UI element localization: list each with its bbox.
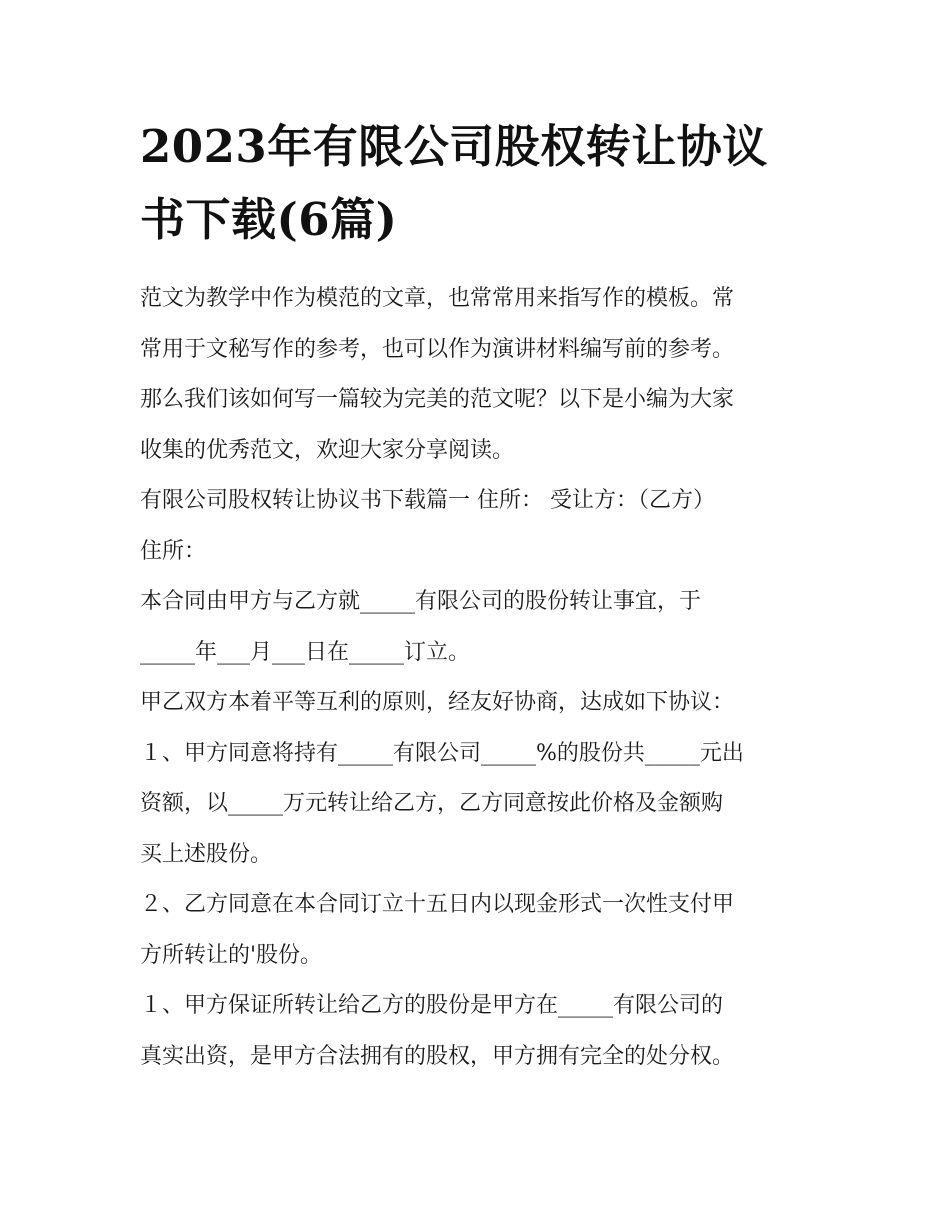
text-line: 本合同由甲方与乙方就_____有限公司的股份转让事宜，于: [140, 589, 702, 614]
document-body: [140, 110, 820, 1082]
text-line: １、甲方同意将持有_____有限公司_____%的股份共_____元出: [140, 740, 744, 766]
text-line: 住所：: [140, 538, 207, 564]
clause-paragraph: [140, 880, 820, 981]
text-line: 有限公司股权转让协议书下载篇一 住所： 受让方：（乙方）: [140, 488, 715, 513]
intro-paragraph: [140, 274, 820, 476]
clause-paragraph: [140, 981, 820, 1082]
text-line: １、甲方保证所转让给乙方的股份是甲方在_____有限公司的: [140, 993, 724, 1018]
text-line: 甲乙双方本着平等互利的原则，经友好协商，达成如下协议：: [140, 690, 735, 715]
text-line: 收集的优秀范文，欢迎大家分享阅读。: [140, 437, 515, 463]
title-line: 2023年有限公司股权转让协议: [140, 120, 768, 173]
text-line: _____年___月___日在_____订立。: [140, 639, 471, 665]
agreement-principle-paragraph: [140, 678, 820, 729]
document-title: [140, 110, 820, 256]
text-line: ２、乙方同意在本合同订立十五日内以现金形式一次性支付甲: [140, 892, 735, 917]
text-line: 那么我们该如何写一篇较为完美的范文呢？以下是小编为大家: [140, 387, 735, 412]
text-line: 买上述股份。: [140, 841, 273, 867]
text-line: 资额，以_____万元转让给乙方，乙方同意按此价格及金额购: [140, 791, 724, 816]
title-line: 书下载(6篇): [140, 193, 398, 246]
text-line: 常用于文秘写作的参考，也可以作为演讲材料编写前的参考。: [140, 336, 735, 362]
section-heading-paragraph: [140, 476, 820, 577]
text-line: 范文为教学中作为模范的文章，也常常用来指写作的模板。常: [140, 286, 735, 311]
text-line: 方所转让的'股份。: [140, 942, 323, 968]
contract-preamble-paragraph: [140, 577, 820, 678]
clause-paragraph: [140, 729, 820, 881]
text-line: 真实出资，是甲方合法拥有的股权，甲方拥有完全的处分权。: [140, 1043, 735, 1069]
